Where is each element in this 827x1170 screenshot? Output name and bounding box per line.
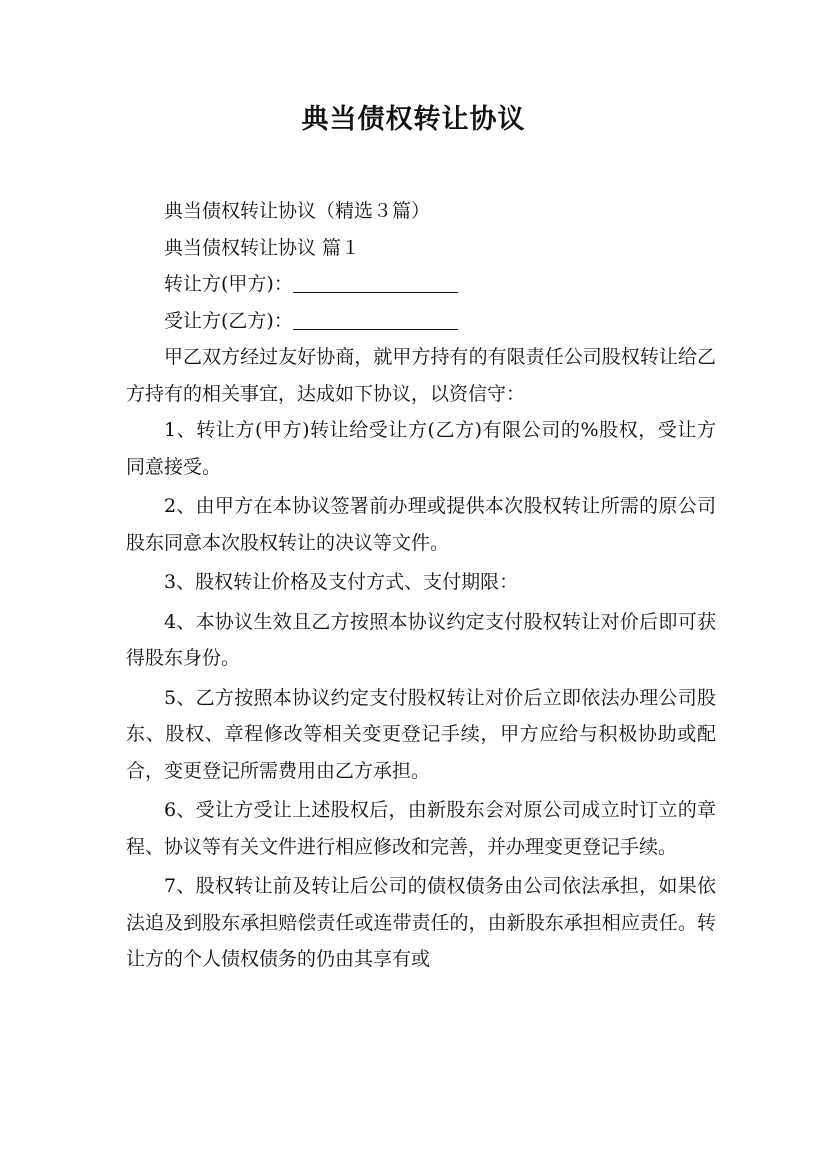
clause-3: 3、股权转让价格及支付方式、支付期限： <box>164 571 519 593</box>
clause-5: 5、乙方按照本协议约定支付股权转让对价后立即依法办理公司股东、股权、章程修改等相关变更登记手续，甲方应给与积极协助或配合，变更登记所需费用由乙方承担。 <box>126 686 716 782</box>
document-body <box>126 193 716 978</box>
party-b-blank <box>293 307 458 330</box>
clause-4: 4、本协议生效且乙方按照本协议约定支付股权转让对价后即可获得股东身份。 <box>126 610 716 669</box>
party-a-line <box>126 266 716 303</box>
clause-6: 6、受让方受让上述股权后，由新股东会对原公司成立时订立的章程、协议等有关文件进行相应修改和完善，并办理变更登记手续。 <box>126 799 716 858</box>
clause-2: 2、由甲方在本协议签署前办理或提供本次股权转让所需的原公司股东同意本次股权转让的决议等文件。 <box>126 495 716 554</box>
clause-7: 7、股权转让前及转让后公司的债权债务由公司依法承担，如果依法追及到股东承担赔偿责任或连带责任的，由新股东承担相应责任。转让方的个人债权债务的仍由其享有或 <box>126 875 716 970</box>
section-heading: 典当债权转让协议 篇１ <box>164 236 361 259</box>
clause-1: 1、转让方(甲方)转让给受让方(乙方)有限公司的%股权，受让方同意接受。 <box>126 419 716 478</box>
intro-paragraph: 甲乙双方经过友好协商，就甲方持有的有限责任公司股权转让给乙方持有的相关事宜，达成如下协议，以资信守： <box>126 346 716 405</box>
party-b-label: 受让方(乙方)： <box>164 309 293 332</box>
document-subtitle: 典当债权转让协议（精选３篇） <box>164 200 431 222</box>
party-a-label: 转让方(甲方)： <box>164 273 293 295</box>
party-a-blank <box>293 270 458 293</box>
party-b-line <box>126 303 716 340</box>
document-title: 典当债权转让协议 <box>301 104 526 135</box>
